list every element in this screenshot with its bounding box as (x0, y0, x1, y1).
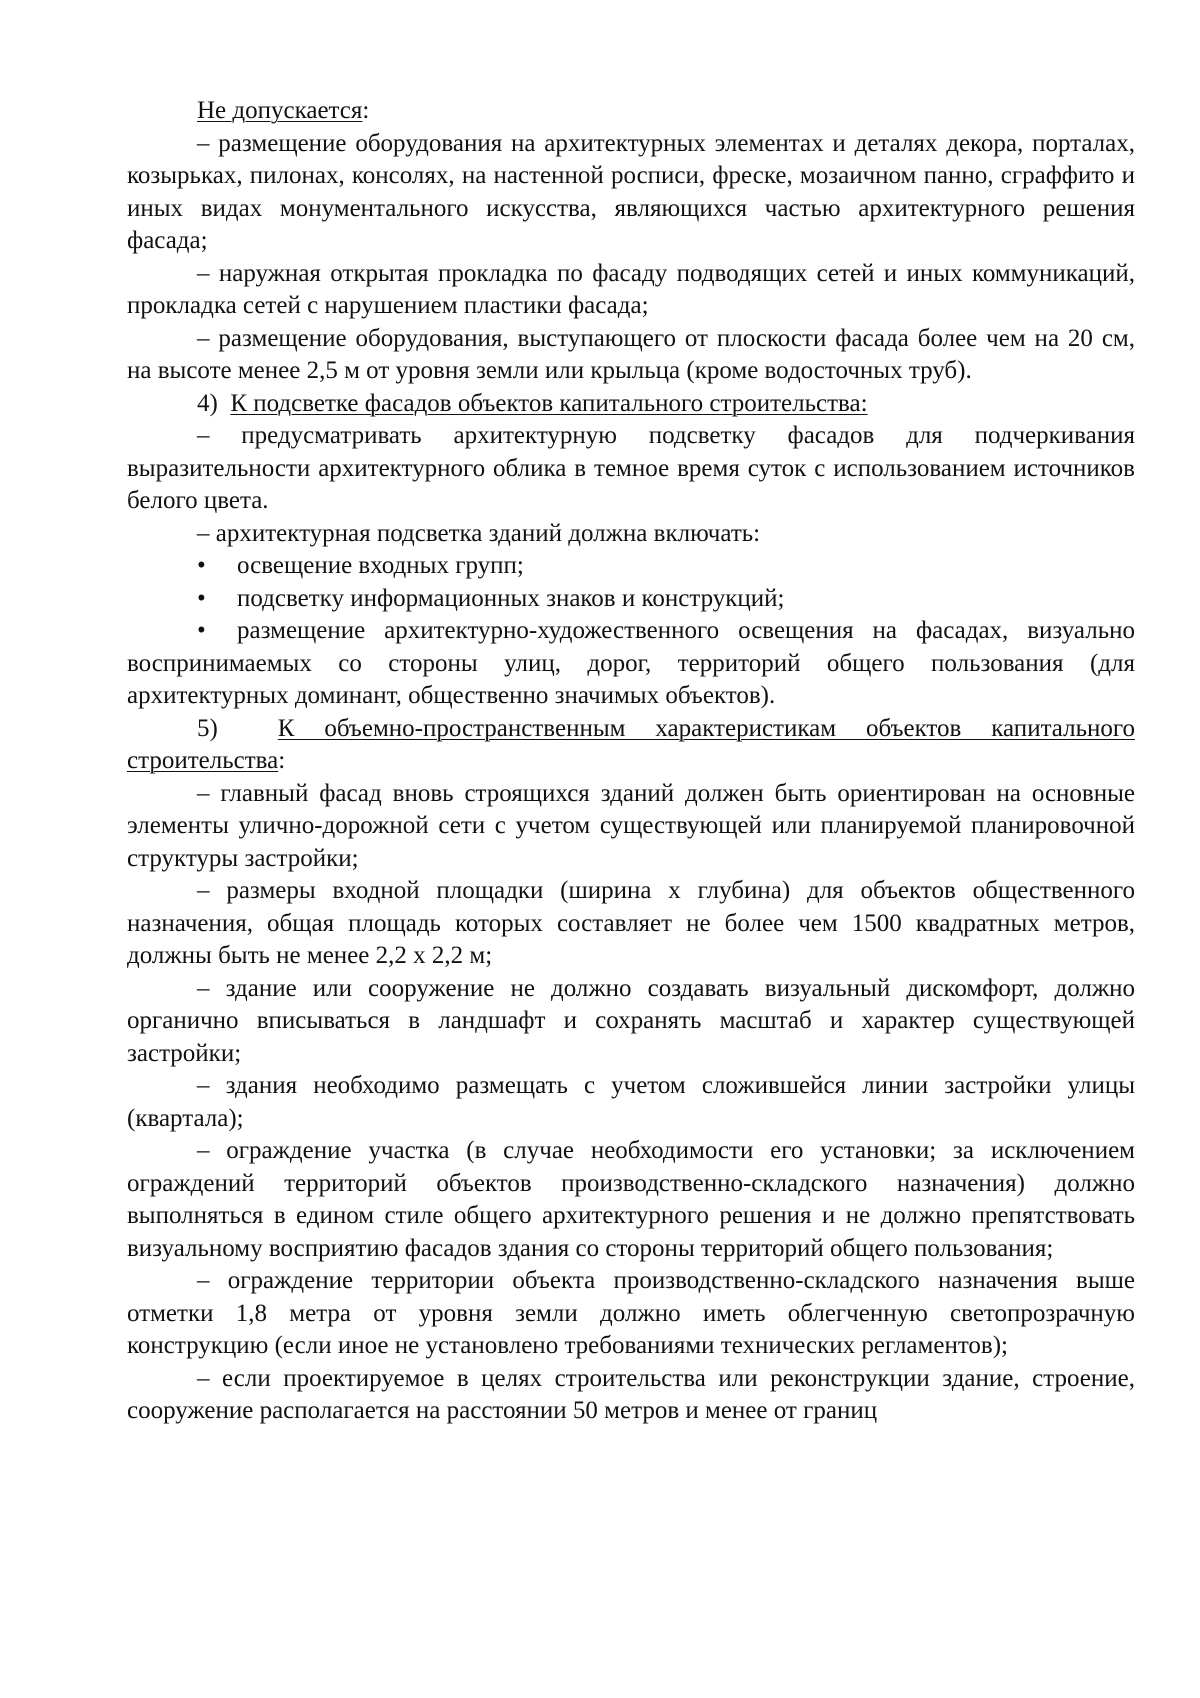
paragraph: – архитектурная подсветка зданий должна включать: (197, 519, 761, 547)
heading-not-allowed-colon: : (362, 97, 370, 124)
bullet-text: подсветку информационных знаков и конструкций; (237, 584, 785, 612)
paragraph: – наружная открытая прокладка по фасаду подводящих сетей и иных коммуникаций, прокладка сетей с нарушением пластики фасада; (127, 259, 1135, 319)
paragraph: – предусматривать архитектурную подсветку фасадов для подчеркивания выразительности архитектурного облика в темное время суток с использованием источников белого цвета. (127, 422, 1135, 514)
document-page (127, 95, 1135, 1428)
heading-not-allowed-text: Не допускается (197, 97, 363, 124)
paragraph: – размеры входной площадки (ширина х глубина) для объектов общественного назначения, общая площадь которых составляет не более чем 1500 квадратных метров, должны быть не менее 2,2 х 2,2 м; (127, 877, 1135, 969)
paragraph: – ограждение участка (в случае необходимости его установки; за исключением ограждений территорий объектов производственно-складского назначения) должно выполняться в едином стиле общего архитектурного решения и не должно препятствовать визуальному восприятию фасадов здания со стороны территорий общего пользования; (127, 1137, 1135, 1262)
bullet-marker: • (197, 584, 206, 612)
paragraph: – здания необходимо размещать с учетом сложившейся линии застройки улицы (квартала); (127, 1072, 1135, 1132)
bullet-item (127, 615, 1135, 713)
bullet-item (127, 550, 1135, 583)
heading-not-allowed (127, 95, 1135, 128)
bullet-marker: • (197, 617, 206, 644)
section-heading-5 (127, 713, 1135, 778)
paragraph: – здание или сооружение не должно создавать визуальный дискомфорт, должно органично вписываться в ландшафт и сохранять масштаб и характер существующей застройки; (127, 974, 1135, 1067)
paragraph: – если проектируемое в целях строительства или реконструкции здание, строение, сооружение располагается на расстоянии 50 метров и менее от границ (127, 1364, 1135, 1424)
bullet-text: освещение входных групп; (237, 552, 524, 579)
bullet-item (127, 583, 1135, 616)
section-number-5: 5) (197, 714, 218, 742)
paragraph: – главный фасад вновь строящихся зданий должен быть ориентирован на основные элементы улично-дорожной сети с учетом существующей или планируемой планировочной структуры застройки; (127, 779, 1135, 872)
paragraph: – размещение оборудования, выступающего от плоскости фасада более чем на 20 см, на высоте менее 2,5 м от уровня земли или крыльца (кроме водосточных труб). (127, 324, 1135, 384)
bullet-text: размещение архитектурно-художественного освещения на фасадах, визуально воспринимаемых со стороны улиц, дорог, территорий общего пользования (для архитектурных доминант, общественно значимых объектов). (127, 617, 1135, 709)
paragraph: – размещение оборудования на архитектурных элементах и деталях декора, порталах, козырьках, пилонах, консолях, на настенной росписи, фреске, мозаичном панно, сграффито и иных видах монументального искусства, являющихся частью архитектурного решения фасада; (127, 129, 1135, 254)
paragraph: – ограждение территории объекта производственно-складского назначения выше отметки 1,8 метра от уровня земли должно иметь облегченную светопрозрачную конструкцию (если иное не установлено требованиями технических регламентов); (127, 1267, 1135, 1359)
bullet-marker: • (197, 552, 206, 579)
section-title-5: К объемно-пространственным характеристикам объектов капитального строительства (127, 714, 1135, 774)
section-title-5-colon: : (278, 747, 286, 774)
section-title-4: К подсветке фасадов объектов капитального строительства: (230, 389, 868, 417)
section-heading-4 (127, 388, 1135, 421)
section-number-4: 4) (197, 389, 218, 417)
